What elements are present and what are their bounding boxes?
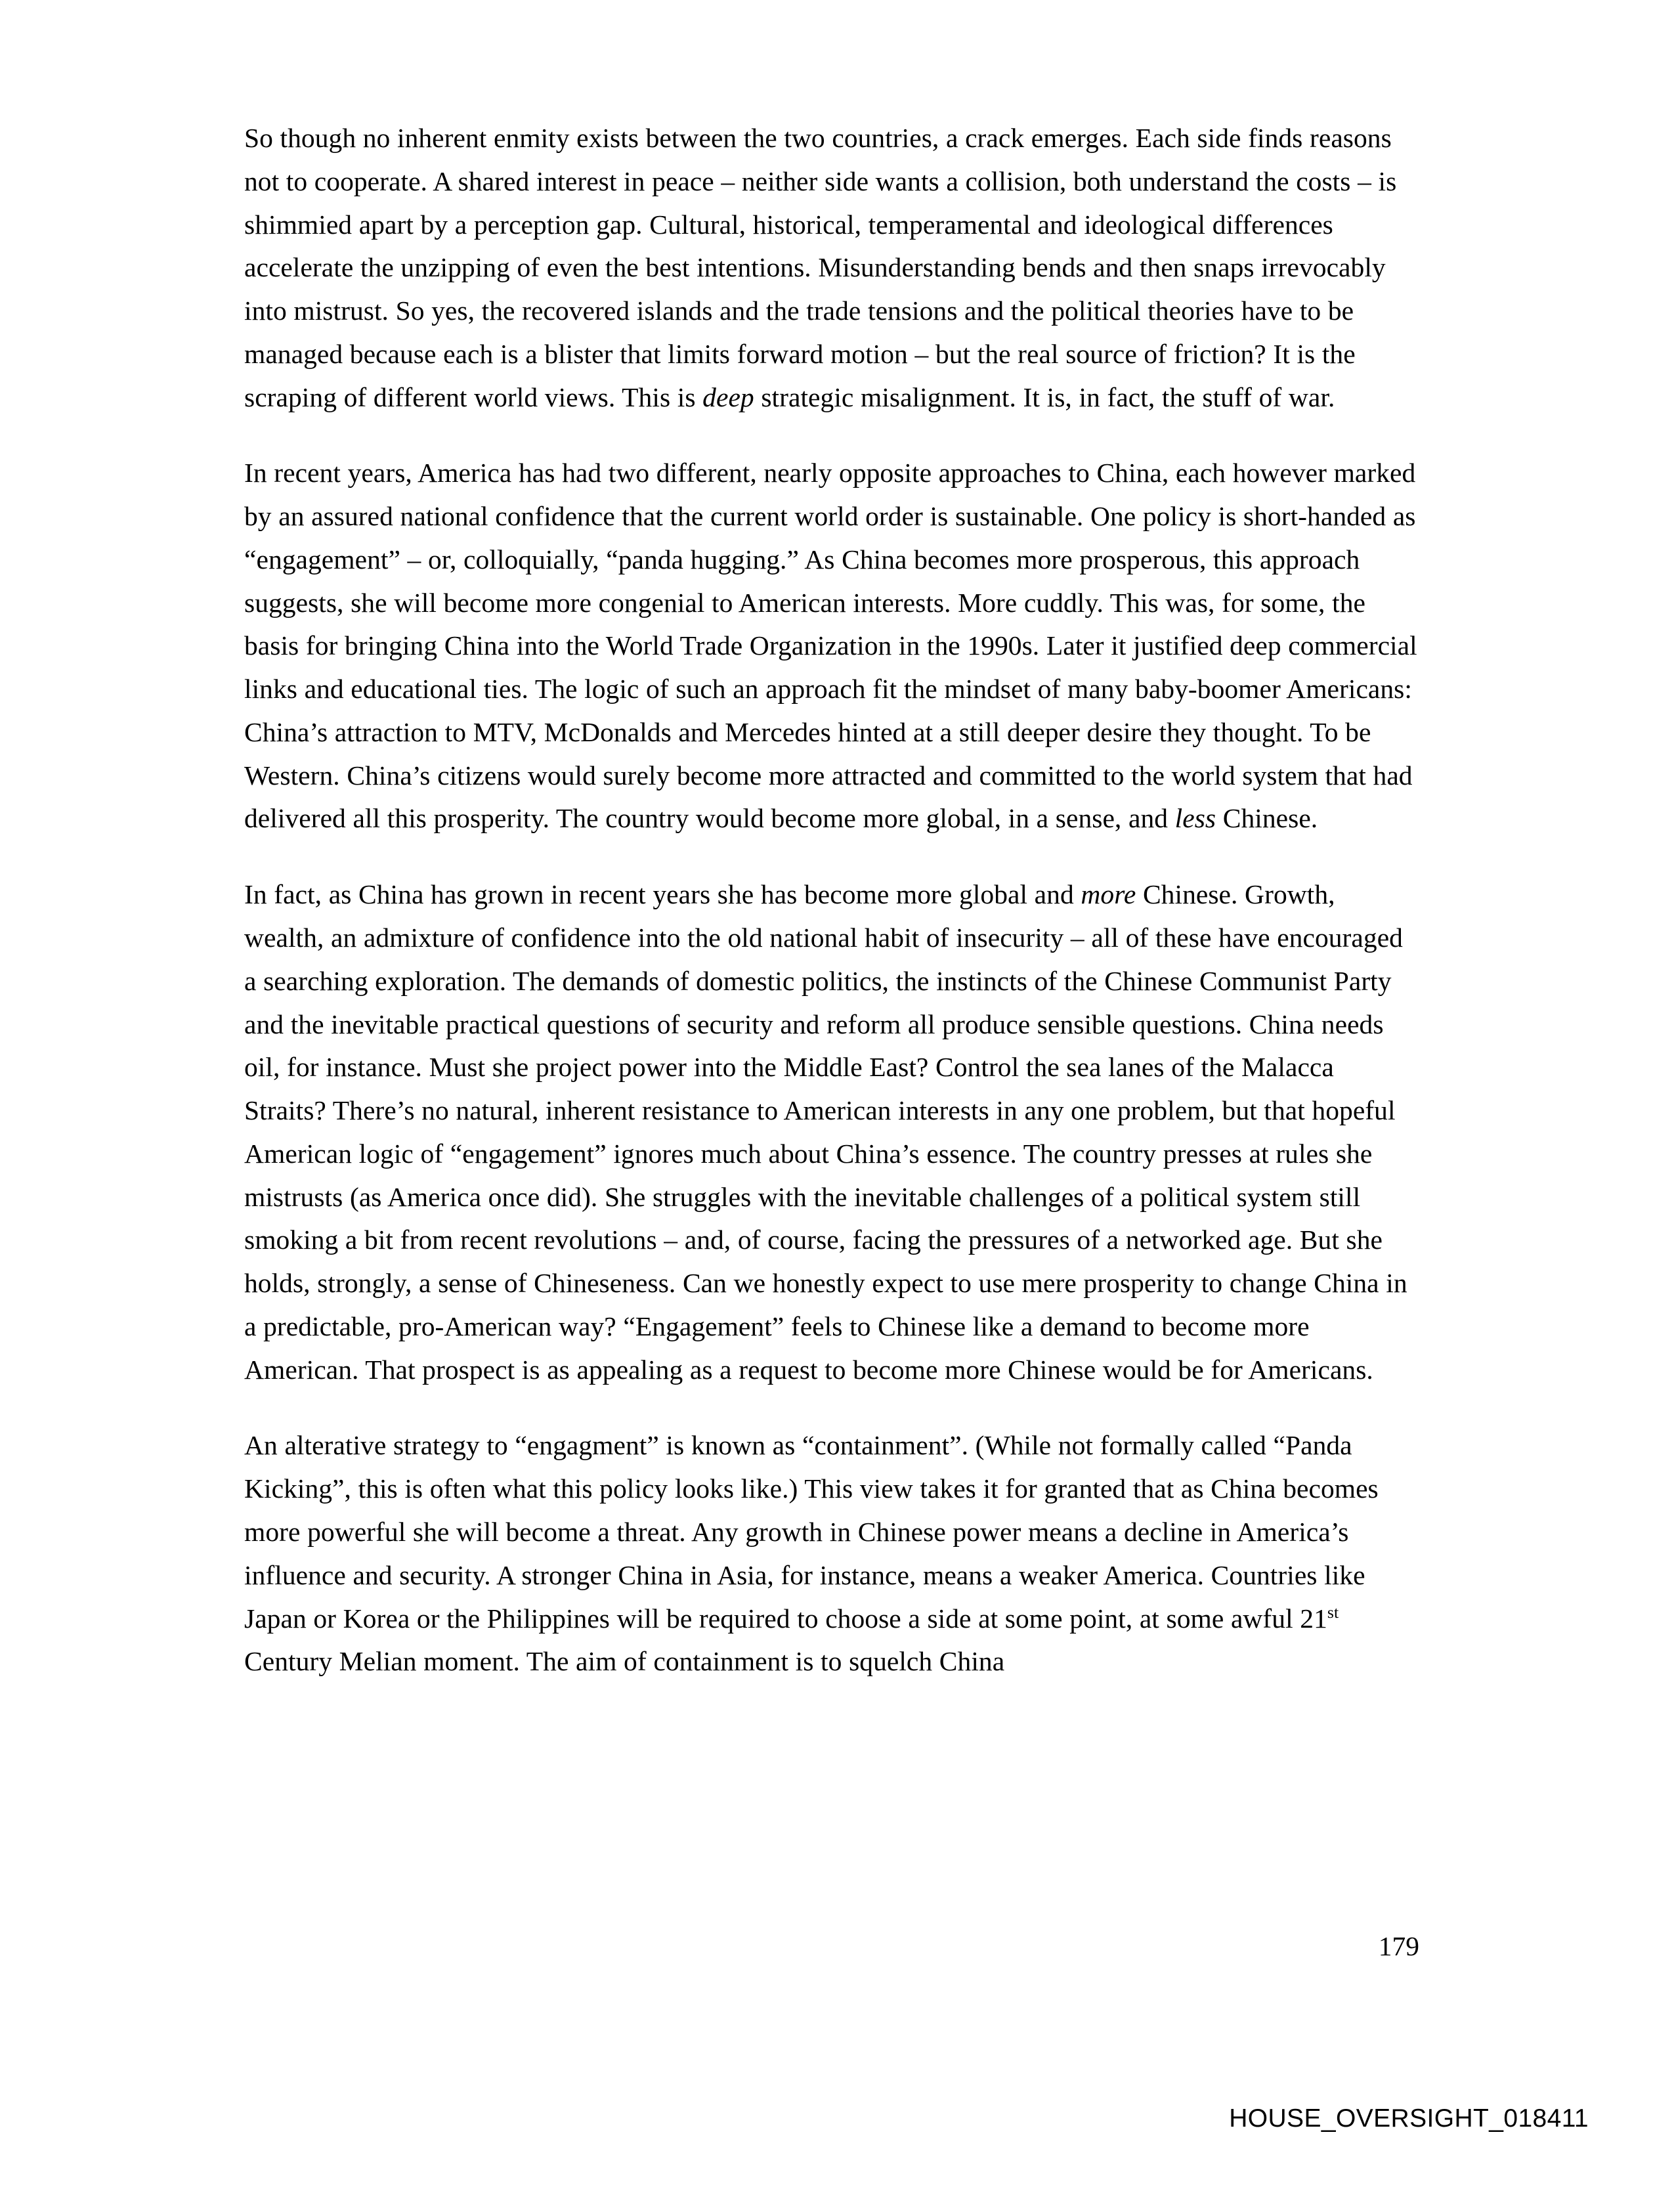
paragraph: In fact, as China has grown in recent years she has become more global and more Chinese. Growth, wealth, an admixture of confidence into the old national habit of insecurity – all of these have encouraged a searching exploration. The demands of domestic politics, the instincts of the Chinese Communist Party and the inevitable practical questions of security and reform all produce sensible questions. China needs oil, for instance. Must she project power into the Middle East? Control the sea lanes of the Malacca Straits? There’s no natural, inherent resistance to American interests in any one problem, but that hopeful American logic of “engagement” ignores much about China’s essence. The country presses at rules she mistrusts (as America once did). She struggles with the inevitable challenges of a political system still smoking a bit from recent revolutions – and, of course, facing the pressures of a networked age. But she holds, strongly, a sense of Chineseness. Can we honestly expect to use mere prosperity to change China in a predictable, pro-American way? “Engagement” feels to Chinese like a demand to become more American. That prospect is as appealing as a request to become more Chinese would be for Americans. [244,879,1407,1385]
emphasis-text: more [1081,879,1136,910]
emphasis-text: less [1174,803,1216,834]
paragraph: So though no inherent enmity exists between the two countries, a crack emerges. Each side finds reasons not to cooperate. A shared interest in peace – neither side wants a collision, both understand the costs – is shimmied apart by a perception gap. Cultural, historical, temperamental and ideological differences accelerate the unzipping of even the best intentions. Misunderstanding bends and then snaps irrevocably into mistrust. So yes, the recovered islands and the trade tensions and the political theories have to be managed because each is a blister that limits forward motion – but the real source of friction? It is the scraping of different world views. This is deep strategic misalignment. It is, in fact, the stuff of war. [244,123,1397,412]
paragraph: An alterative strategy to “engagment” is known as “containment”. (While not formally called “Panda Kicking”, this is often what this policy looks like.) This view takes it for granted that as China becomes more powerful she will become a threat. Any growth in Chinese power means a decline in America’s influence and security. A stronger China in Asia, for instance, means a weaker America. Countries like Japan or Korea or the Philippines will be required to choose a side at some point, at some awful 21st Century Melian moment. The aim of containment is to squelch China [244,1430,1379,1677]
bates-stamp: HOUSE_OVERSIGHT_018411 [1229,2104,1589,2133]
emphasis-text: deep [702,381,754,412]
page-number: 179 [1378,1931,1419,1961]
ordinal-superscript: st [1327,1602,1339,1622]
paragraph: In recent years, America has had two different, nearly opposite approaches to China, each however marked by an assured national confidence that the current world order is sustainable. One policy is short-handed as “engagement” – or, colloquially, “panda hugging.” As China becomes more prosperous, this approach suggests, she will become more congenial to American interests. More cuddly. This was, for some, the basis for bringing China into the World Trade Organization in the 1990s. Later it justified deep commercial links and educational ties. The logic of such an approach fit the mindset of many baby-boomer Americans: China’s attraction to MTV, McDonalds and Mercedes hinted at a still deeper desire they thought. To be Western. China’s citizens would surely become more attracted and committed to the world system that had delivered all this prosperity. The country would become more global, in a sense, and less Chinese. [244,458,1417,834]
page-body-text [244,117,1419,1683]
